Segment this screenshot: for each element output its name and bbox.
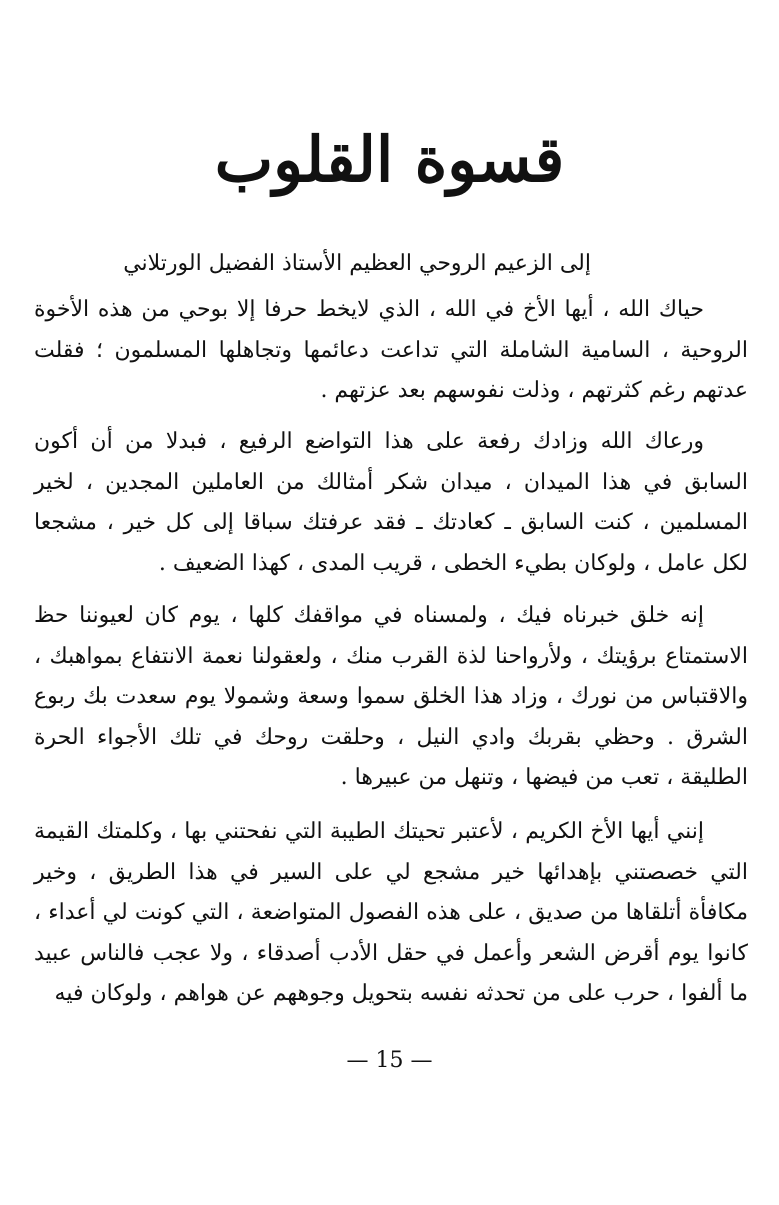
paragraph-2: ورعاك الله وزادك رفعة على هذا التواضع الرفيع ، فبدلا من أن أكون السابق في هذا الميدان ، ميدان شكر أمثالك من العاملين المجدين ، لخير المسلمين ، كنت السابق ـ كعادتك ـ فقد عرفتك سباقا إلى كل خير ، مشجعا لكل عامل ، ولوكان بطيء الخطى ، قريب المدى ، كهذا الضعيف . xyxy=(34,429,748,576)
dedication-line: إلى الزعيم الروحي العظيم الأستاذ الفضيل الورتلاني xyxy=(123,251,591,276)
paragraph-4: إنني أيها الأخ الكريم ، لأعتبر تحيتك الطيبة التي نفحتني بها ، وكلمتك القيمة التي خصصتني بإهدائها خير مشجع لي على السير في هذا الطريق ، وخير مكافأة أتلقاها من صديق ، على هذه الفصول المتواضعة ، التي كونت لي أعداء ، كانوا يوم أقرض الشعر وأعمل في حقل الأدب أصدقاء ، ولا عجب فالناس عبيد ما ألفوا ، حرب على من تحدثه نفسه بتحويل وجوههم عن هواهم ، ولوكان فيه xyxy=(34,819,748,1006)
paragraph-1: حياك الله ، أيها الأخ في الله ، الذي لايخط حرفا إلا بوحي من هذه الأخوة الروحية ، السامية الشاملة التي تداعت دعائمها وتجاهلها المسلمون ؛ فقلت عدتهم رغم كثرتهم ، وذلت نفوسهم بعد عزتهم . xyxy=(34,297,748,403)
page-number: — 15 — xyxy=(346,1048,433,1073)
paragraph-3: إنه خلق خبرناه فيك ، ولمسناه في مواقفك كلها ، يوم كان لعيوننا حظ الاستمتاع برؤيتك ، ولأرواحنا لذة القرب منك ، ولعقولنا نعمة الانتفاع بمواهبك ، والاقتباس من نورك ، وزاد هذا الخلق سموا وسعة وشمولا يوم سعدت بك ربوع الشرق . وحظي بقربك وادي النيل ، وحلقت روحك في تلك الأجواء الحرة الطليقة ، تعب من فيضها ، وتنهل من عبيرها . xyxy=(34,603,748,790)
page-title: قسوة القلوب xyxy=(214,123,565,196)
